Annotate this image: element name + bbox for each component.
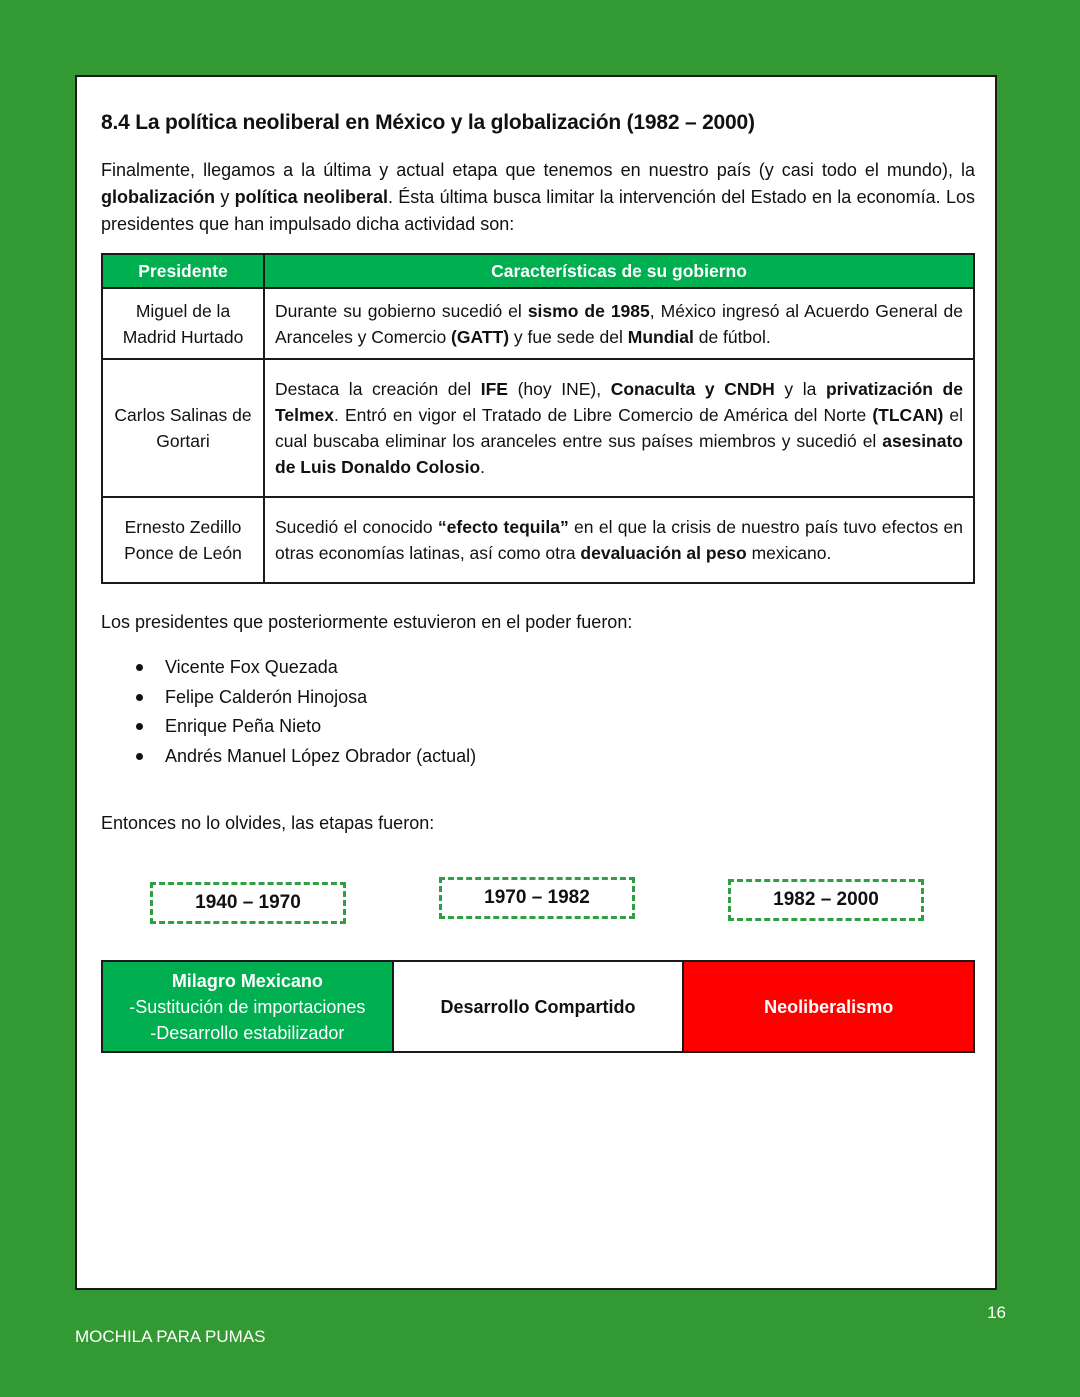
bold-text: Mundial — [627, 326, 694, 347]
list-item: Enrique Peña Nieto — [165, 712, 476, 742]
bold-text: política neoliberal — [234, 187, 388, 207]
bold-text: sismo de 1985 — [527, 300, 650, 321]
text-span: y fue sede del — [509, 326, 628, 347]
text-span: Durante su gobierno sucedió el — [275, 300, 528, 321]
president-description — [264, 288, 974, 359]
text-span: mexicano. — [746, 543, 832, 563]
text-span: . Entró en vigor el Tratado de Libre Comercio de América del Norte — [334, 405, 873, 425]
text-span: . — [480, 457, 486, 477]
header-caracteristicas: Características de su gobierno — [264, 254, 974, 288]
stage-line: -Desarrollo estabilizador — [150, 1022, 345, 1043]
bold-text: “efecto tequila” — [437, 517, 569, 537]
bold-text: Conaculta y CNDH — [610, 379, 775, 399]
bold-text: IFE — [480, 379, 508, 399]
bold-text: asesinato de Luis Donaldo Colosio — [275, 431, 963, 477]
text-span: Destaca la creación del — [275, 379, 481, 399]
stage-title: Neoliberalismo — [764, 996, 894, 1017]
text-span: el cual buscaba eliminar los aranceles entre sus países miembros y sucedió el — [275, 405, 964, 451]
period-box-3: 1982 – 2000 — [728, 879, 924, 921]
president-name: Miguel de la Madrid Hurtado — [102, 288, 264, 359]
bold-text: (GATT) — [451, 326, 510, 347]
table-row — [102, 497, 974, 583]
period-box-1: 1940 – 1970 — [150, 882, 346, 924]
bold-text: privatización de Telmex — [275, 379, 963, 425]
stages-table — [101, 960, 975, 1053]
stages-intro: Entonces no lo olvides, las etapas fueron: — [101, 813, 435, 833]
stage-line: -Sustitución de importaciones — [129, 996, 366, 1017]
stage-title: Desarrollo Compartido — [440, 996, 636, 1017]
text-span: (hoy INE), — [507, 379, 611, 399]
table-header-row — [102, 254, 974, 288]
text-span: . Ésta última busca limitar la intervención del Estado en la economía. Los presidentes que han impulsado dicha actividad son: — [101, 187, 975, 234]
bold-text: devaluación al peso — [580, 543, 747, 563]
text-span: Finalmente, llegamos a la última y actual etapa que tenemos en nuestro país (y casi todo el mundo), la — [101, 160, 975, 180]
table-row — [102, 288, 974, 359]
text-span: Sucedió el conocido — [275, 517, 438, 537]
text-span: en el que la crisis de nuestro país tuvo efectos en otras economías latinas, así como otra — [275, 517, 964, 563]
president-name: Ernesto Zedillo Ponce de León — [102, 497, 264, 583]
text-span: y la — [774, 379, 826, 399]
footer-text: MOCHILA PARA PUMAS — [75, 1327, 266, 1346]
list-item: Vicente Fox Quezada — [165, 653, 476, 683]
president-name: Carlos Salinas de Gortari — [102, 359, 264, 497]
header-presidente: Presidente — [102, 254, 264, 288]
page-number: 16 — [987, 1303, 1006, 1322]
text-span: y — [215, 187, 235, 207]
section-title: 8.4 La política neoliberal en México y la globalización (1982 – 2000) — [101, 111, 755, 134]
stage-milagro-mexicano — [103, 962, 394, 1051]
period-box-2: 1970 – 1982 — [439, 877, 635, 919]
text-span: , México ingresó al Acuerdo General de Aranceles y Comercio — [275, 300, 964, 347]
bold-text: (TLCAN) — [872, 405, 944, 425]
list-item: Andrés Manuel López Obrador (actual) — [165, 742, 476, 772]
text-span: de fútbol. — [693, 326, 771, 347]
later-presidents-intro: Los presidentes que posteriormente estuvieron en el poder fueron: — [101, 612, 633, 632]
list-item: Felipe Calderón Hinojosa — [165, 683, 476, 713]
table-row — [102, 359, 974, 497]
intro-paragraph — [101, 157, 975, 238]
bold-text: globalización — [101, 187, 216, 207]
stage-title: Milagro Mexicano — [171, 970, 323, 991]
president-description — [264, 497, 974, 583]
presidents-table — [101, 253, 975, 584]
president-description — [264, 359, 974, 497]
stage-desarrollo-compartido — [394, 962, 685, 1051]
later-presidents-list — [101, 653, 476, 771]
page-sheet — [75, 75, 997, 1290]
stage-neoliberalismo — [684, 962, 973, 1051]
